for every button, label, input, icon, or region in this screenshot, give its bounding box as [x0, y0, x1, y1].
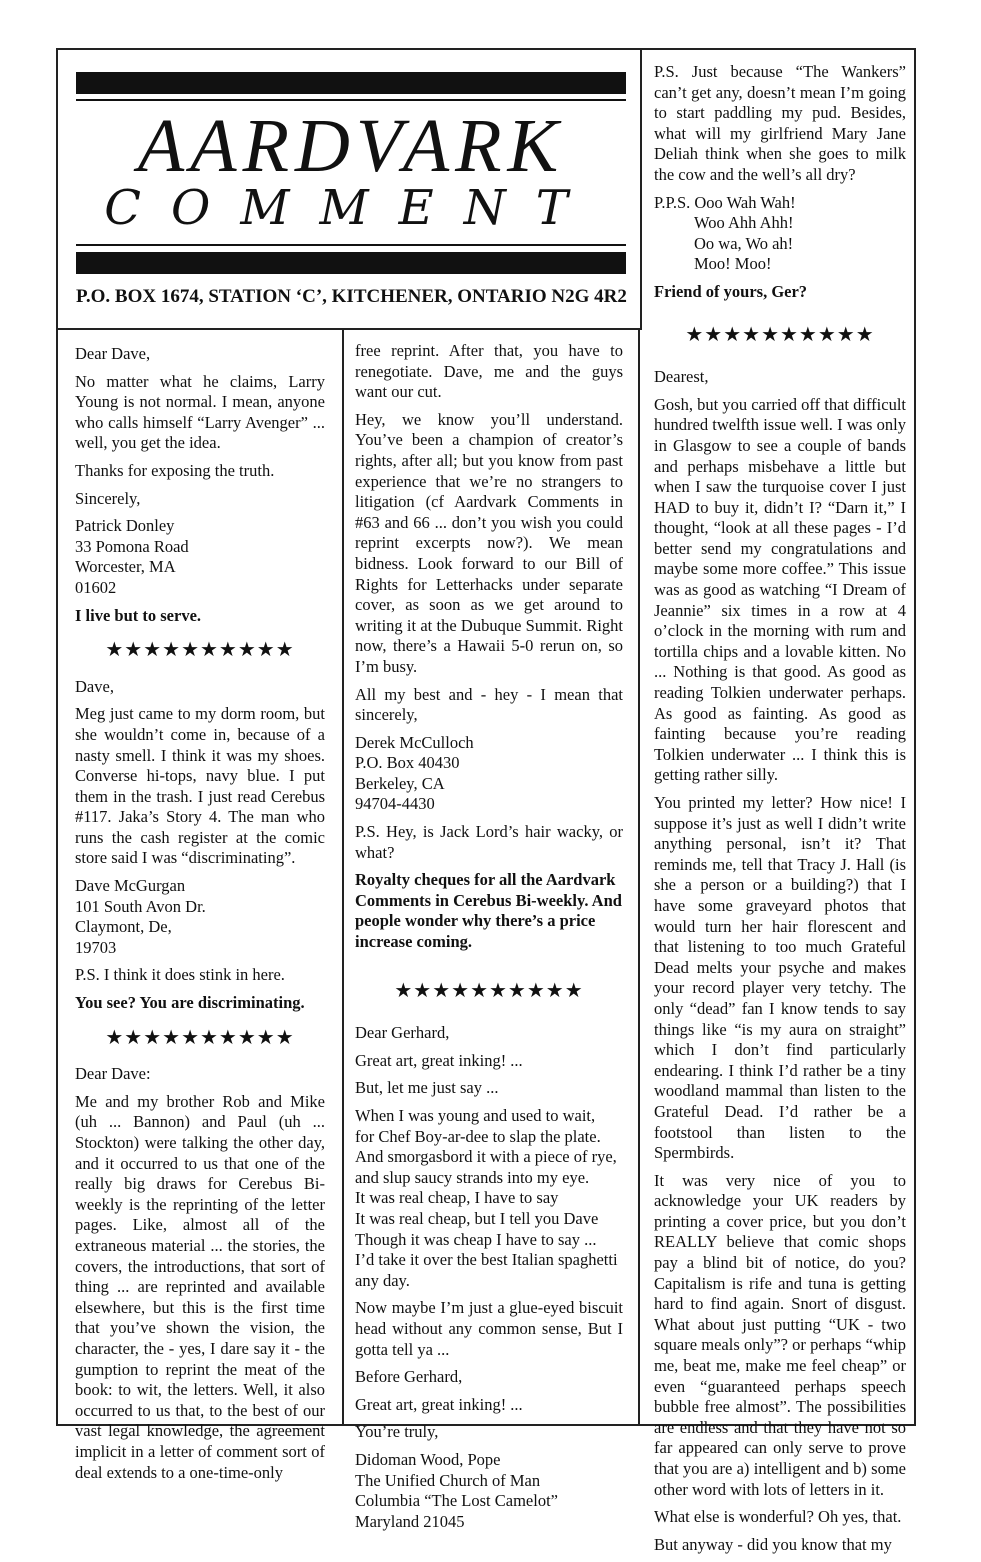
- letter-body: Thanks for exposing the truth.: [75, 460, 275, 480]
- letter-postscript: P.S. Just because “The Wankers” can’t get any, doesn’t mean I’m going to start paddling my pud. Besides, what will my girlfriend Mary Jane Deliah think when she goes to milk the cow and the well’s all dry?: [654, 62, 906, 184]
- address-line: 94704-4430: [355, 794, 435, 814]
- letter-body: Hey, we know you’ll understand. You’ve been a champion of creator’s rights, after all; but you know from past experience that we’re no strangers to litigation (cf Aardvark Comments in #63 and 66 ... don’t you wish you could reprint excerpts now?). We mean bidness. Look forward to our Bill of Rights for Letterhacks under separate cover, as soon as we get around to writing it at the Dubuque Summit. Right now, there’s a Hawaii 5-0 rerun on, so I’m busy.: [355, 409, 623, 676]
- letter-body: Meg just came to my dorm room, but she wouldn’t come in, because of a nasty smell. I think it was my shoes. Converse hi-tops, navy blue. I put them in the trash. I just read Cerebus #117. Jaka’s Story 4. The man who runs the cash register at the comic store said I was “discriminating”.: [75, 704, 325, 868]
- sender-address: [355, 1450, 623, 1532]
- letter-signoff: Sincerely,: [75, 488, 141, 508]
- letter-body: All my best and - hey - I mean that sincerely,: [355, 684, 623, 725]
- postscript-line: Oo wa, Wo ah!: [694, 233, 794, 253]
- verse-line: It was real cheap, I have to say: [355, 1188, 559, 1208]
- address-line: 19703: [75, 937, 117, 957]
- song-verse: [355, 1106, 623, 1291]
- verse-line: for Chef Boy-ar-dee to slap the plate.: [355, 1126, 601, 1146]
- masthead-title: AARDVARK: [137, 104, 565, 188]
- letter-postscript: P.S. I think it does stink in here.: [75, 965, 285, 985]
- postscript-line: Moo! Moo!: [694, 254, 772, 274]
- address-line: Berkeley, CA: [355, 773, 445, 793]
- address-line: Columbia “The Lost Camelot”: [355, 1491, 558, 1511]
- letter-body: Before Gerhard,: [355, 1367, 463, 1387]
- header-bottom-rule: [76, 244, 626, 246]
- verse-line: I’d take it over the best Italian spaghetti any day.: [355, 1250, 618, 1290]
- header-top-rule: [76, 99, 626, 101]
- postscript-line: Woo Ahh Ahh!: [694, 213, 794, 233]
- letter-body: No matter what he claims, Larry Young is not normal. I mean, anyone who calls himself “Larry Avenger” ... well, you get the idea.: [75, 371, 325, 453]
- letter-salutation: Dave,: [75, 676, 114, 696]
- editor-reply: Royalty cheques for all the Aardvark Comments in Cerebus Bi-weekly. And people wonder why there’s a price increase coming.: [355, 870, 622, 952]
- verse-line: When I was young and used to wait,: [355, 1106, 596, 1125]
- star-divider: ★★★★★★★★★★: [685, 323, 875, 346]
- letter-body: What else is wonderful? Oh yes, that.: [654, 1507, 902, 1527]
- column-3: [654, 62, 906, 1562]
- editor-reply: Friend of yours, Ger?: [654, 281, 808, 301]
- masthead-subtitle: COMMENT: [104, 180, 598, 236]
- address-line: 01602: [75, 577, 117, 597]
- address-line: Worcester, MA: [75, 557, 176, 577]
- verse-line: and slup saucy strands into my eye.: [355, 1167, 590, 1187]
- letter-body: But anyway - did you know that my: [654, 1534, 892, 1554]
- address-line: Claymont, De,: [75, 917, 172, 937]
- letter-salutation: Dearest,: [654, 367, 709, 387]
- letter-body: Me and my brother Rob and Mike (uh ... Bannon) and Paul (uh ... Stockton) were talking the other day, and it occurred to us that one of the really big draws for Cerebus Bi-weekly is the reprinting of the letter pages. Like, almost all of the extraneous material ... the stories, the covers, the introductions, that sort of thing ... are reprinted and available elsewhere, but this is the first time that you’ve shown the vision, the character, the - yes, I dare say it - the gumption to reprint the meat of the book: to wit, the letters. Well, it also occurred to us that, to the best of our vast legal knowledge, the agreement implicit in a letter of comment sort of deal extends to a one-time-only: [75, 1091, 325, 1482]
- letter-body: It was very nice of you to acknowledge your UK readers by printing a cover price, but you don’t REALLY believe that comic shops pay a blind bit of notice, do you? Capitalism is rife and tuna is getting hard to find again. Snort of disgust. What about just putting “UK - two square meals only”? or perhaps “whip me, beat me, make me feel cheap” or even “guaranteed perhaps speech bubble free almost”. The possibilities are endless and that they have not so far appeared can only serve to prove that you are a) intelligent and b) some other word with lots of letters in it.: [654, 1170, 906, 1499]
- letter-signoff: You’re truly,: [355, 1422, 439, 1442]
- letter-body: Now maybe I’m just a glue-eyed biscuit head without any common sense, But I gotta tell ya ...: [355, 1298, 623, 1359]
- letter-body: Gosh, but you carried off that difficult hundred twelfth issue well. I was only in Glasgow to see a couple of bands and perhaps misbehave a little but when I saw the turquoise cover I just HAD to buy it, didn’t I? “Darn it,” I thought, “look at all these pages - I’d better send my congratulations and maybe some more coffee.” This issue was as good as watching “I Dream of Jeannie” six times in a row at 4 o’clock in the morning with rum and tortilla chips and a lovable kitten. No ... Nothing is that good. As good as reading Tolkien underwater perhaps. As good as fainting. As good as fainting because you’re reading Tolkien underwater ... I think this is getting rather silly.: [654, 394, 906, 785]
- star-divider: ★★★★★★★★★★: [105, 1026, 295, 1049]
- editor-reply: You see? You are discriminating.: [75, 993, 305, 1013]
- address-line: The Unified Church of Man: [355, 1470, 541, 1490]
- star-divider: ★★★★★★★★★★: [394, 979, 584, 1002]
- letter-body: Great art, great inking! ...: [355, 1050, 523, 1070]
- letter-postscript: P.S. Hey, is Jack Lord’s hair wacky, or what?: [355, 822, 623, 862]
- letter-salutation: Dear Gerhard,: [355, 1023, 450, 1043]
- address-line: Didoman Wood, Pope: [355, 1449, 501, 1469]
- header-bottom-bar: [76, 252, 626, 274]
- star-divider: ★★★★★★★★★★: [105, 639, 295, 662]
- letter-body: You printed my letter? How nice! I suppose it’s just as well I didn’t write anything personal, isn’t it? That reminds me, tell that Tracy J. Hall (is she a person or a building?) that I have some graveyard photos that would turn her hair florescent and that listening to too much Grateful Dead melts your psyche and makes your record player very tetchy. The only “dead” fan I know tends to say things like “is my aura on straight” which I don’t find particularly endearing. I think I’d rather be a tiny woodland mammal than listen to the Grateful Dead. I’d rather be a footstool than listen to the Spermbirds.: [654, 793, 906, 1163]
- address-line: Maryland 21045: [355, 1511, 465, 1531]
- verse-line: It was real cheap, but I tell you Dave: [355, 1208, 599, 1228]
- address-line: Patrick Donley: [75, 516, 175, 536]
- column-2: [355, 341, 623, 1539]
- sender-address: [75, 876, 325, 958]
- address-line: Dave McGurgan: [75, 876, 186, 896]
- letter-postscript: P.P.S. Ooo Wah Wah!: [654, 192, 796, 212]
- letter-salutation: Dear Dave:: [75, 1064, 151, 1084]
- verse-line: Though it was cheap I have to say ...: [355, 1229, 597, 1249]
- editor-reply: I live but to serve.: [75, 605, 202, 625]
- letter-body: But, let me just say ...: [355, 1078, 499, 1098]
- header-top-bar: [76, 72, 626, 94]
- address-line: 101 South Avon Dr.: [75, 896, 206, 916]
- address-line: Derek McCulloch: [355, 732, 474, 752]
- mailing-address: P.O. BOX 1674, STATION ‘C’, KITCHENER, ONTARIO N2G 4R2: [76, 286, 627, 307]
- letter-body: Great art, great inking! ...: [355, 1394, 523, 1414]
- letter-salutation: Dear Dave,: [75, 344, 151, 363]
- letter-body: free reprint. After that, you have to renegotiate. Dave, me and the guys want our cut.: [355, 341, 623, 402]
- sender-address: [75, 516, 325, 598]
- address-line: P.O. Box 40430: [355, 753, 460, 773]
- column-1: [75, 344, 325, 1490]
- address-line: 33 Pomona Road: [75, 536, 189, 556]
- verse-line: And smorgasbord it with a piece of rye,: [355, 1147, 617, 1167]
- sender-address: [355, 733, 623, 815]
